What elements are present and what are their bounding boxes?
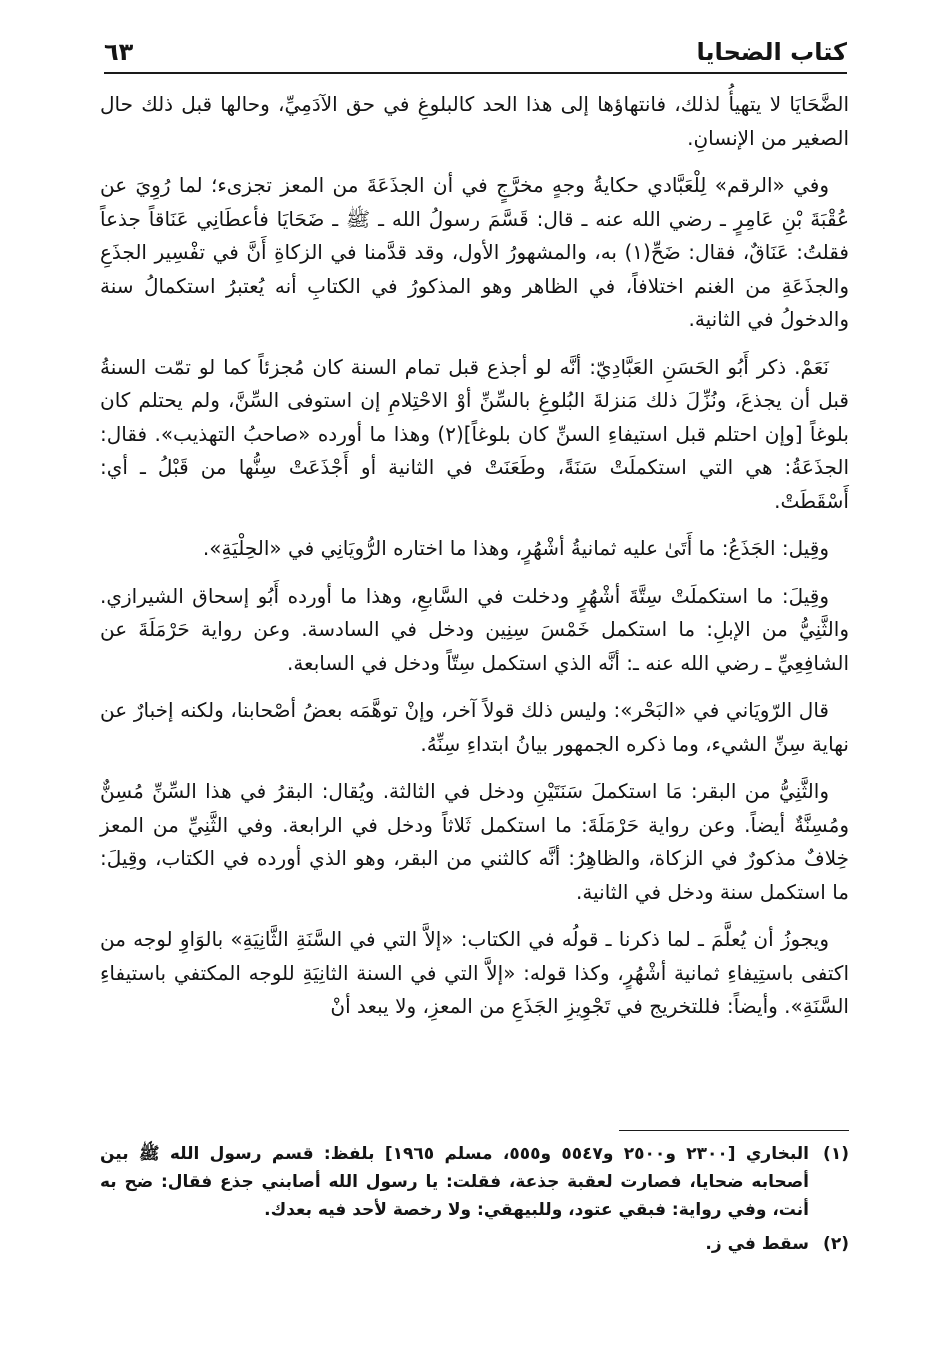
- paragraph: وقِيل: الجَذَعُ: ما أَتَىٰ عليه ثمانيةُ أشْهُرٍ، وهذا ما اختاره الرُّويَانِي في «الحِلْيَةِ».: [202, 536, 829, 560]
- paragraph: والثَّنِيُّ من البقر: مَا استكملَ سَنَتَيْنِ ودخل في الثالثة. ويُقال: البقرُ في هذا السِّنِّ مُسِنٌّ ومُسِنَّةٌ أيضاً. وعن رواية حَرْمَلَةَ: ما استكمل ثَلاثاً ودخل في الرابعة. وفي الثَّنِيِّ من المعز خِلافٌ مذكورٌ في الزكاة، والظاهِرُ: أنَّه كالثني من البقر، وهو الذي أورده في الكتاب، وقِيلَ: ما استكمل سنة ودخل في الثانية.: [100, 779, 849, 904]
- paragraph: ويجوزُ أن يُعلَّمَ ـ لما ذكرنا ـ قولُه في الكتاب: «إلاَّ التي في السَّنَةِ الثَّانِيَةِ» بالوَاوِ لوجه من اكتفى باستِيفاءِ ثمانية أشْهُرٍ، وكذا قوله: «إلاَّ التي في السنة الثانِيَةِ للوجه المكتفي باستيفاءِ السَّنَةِ». وأيضاً: فللتخريج في تَجْوِيزِ الجَذَعِ من المعزِ، ولا يبعد أنْ: [100, 927, 849, 1018]
- footnote-number: (١): [823, 1144, 849, 1164]
- footnote-separator: [619, 1130, 849, 1131]
- main-text: [100, 88, 849, 1038]
- footnotes: [100, 1140, 849, 1264]
- footnote-text: البخاري [٢٣٠٠ و٢٥٠٠ و٥٥٤٧ و٥٥٥، مسلم ١٩٦٥] بلفظ: قسم رسول الله ﷺ بين أصحابه ضحايا، فصارت لعقبة جذعة، فقلت: يا رسول الله أصابني جذع فقال: ضح به أنت، وفي رواية: فبقي عتود، وللبيهقي: ولا رخصة لأحد فيه بعدك.: [100, 1144, 809, 1220]
- footnote: [100, 1140, 849, 1224]
- paragraph: وقِيلَ: ما استكملَتْ سِتَّةَ أشْهُرٍ ودخلت في السَّابعِ، وهذا ما أورده أَبُو إسحاق الشيرازي. والثَّنِيُّ من الإبلِ: ما استكمل خَمْسَ سِنِين ودخل في السادسة. وعن رواية حَرْمَلَةَ عن الشافِعِيِّ ـ رضي الله عنه ـ: أنَّه الذي استكمل سِتّاً ودخل في السابعة.: [100, 583, 849, 675]
- paragraph: الضَّحَايَا لا يتهيأُ لذلك، فانتهاؤها إلى هذا الحد كالبلوغِ في حق الآدَمِيِّ، وحالها قبل ذلك حال الصغير من الإنسانِ.: [100, 92, 849, 150]
- page-number: ٦٣: [104, 38, 134, 66]
- paragraph: قال الرّويَاني في «البَحْر»: وليس ذلك قولاً آخر، وإنْ توهَّمَه بعضُ أصْحابنا، ولكنه إخبارٌ عن نهاية سِنِّ الشيء، وما ذكره الجمهور بيانُ ابتداءِ سِنِّهُ.: [100, 698, 849, 756]
- paragraph: نَعَمْ. ذكر أَبُو الحَسَنِ العَبَّادِيّ: أنَّه لو أجذع قبل تمام السنة كان مُجزئاً كما لو تمّت السنةُ قبل أن يجذعَ، ونُزِّلَ ذلك مَنزلةَ البُلوغِ بالسِّنِّ أوْ الاحْتِلامِ إن استوفى السِّنَّ، ولم يحتلم كان بلوغاً [وإن احتلم قبل استيفاءِ السنِّ كان بلوغاً](٢) وهذا ما أورده «صاحبُ التهذيب». فقال: الجذَعَةُ: هي التي استكملَتْ سَنَةً، وطَعَنَتْ في الثانية أو أَجْذَعَتْ سِنُّها من قَبْلُ ـ أي: أَسْقَطَتْ.: [100, 354, 849, 513]
- paragraph: وفي «الرقم» لِلْعَبَّادي حكايةُ وجهٍ مخرَّجٍ في أن الجذَعَةَ من المعز تجزىء؛ لما رُوِيَ عن عُقْبَةَ بْنِ عَامِرٍ ـ رضي الله عنه ـ قال: قَسَّمَ رسولُ الله ـ ﷺ ـ ضَحَايَا فأعطَانِي عَنَاقاً جذعاً فقلتُ: عَنَاقٌ، فقال: ضَحِّ(١) به، والمشهورُ الأول، وقد قدَّمنا في الزكاةِ أَنَّ في تفْسِير الجذَعِ والجذَعَةِ من الغنم اختلافاً، في الظاهر وهو المذكورُ في الكتابِ أنه يُعتبرُ استكمالُ سنة والدخولُ في الثانية.: [100, 173, 849, 331]
- running-title: كتاب الضحايا: [696, 38, 847, 66]
- page-header: [104, 26, 847, 74]
- footnote-number: (٢): [823, 1234, 849, 1254]
- footnote: [100, 1230, 849, 1258]
- footnote-text: سقط في ز.: [705, 1234, 809, 1254]
